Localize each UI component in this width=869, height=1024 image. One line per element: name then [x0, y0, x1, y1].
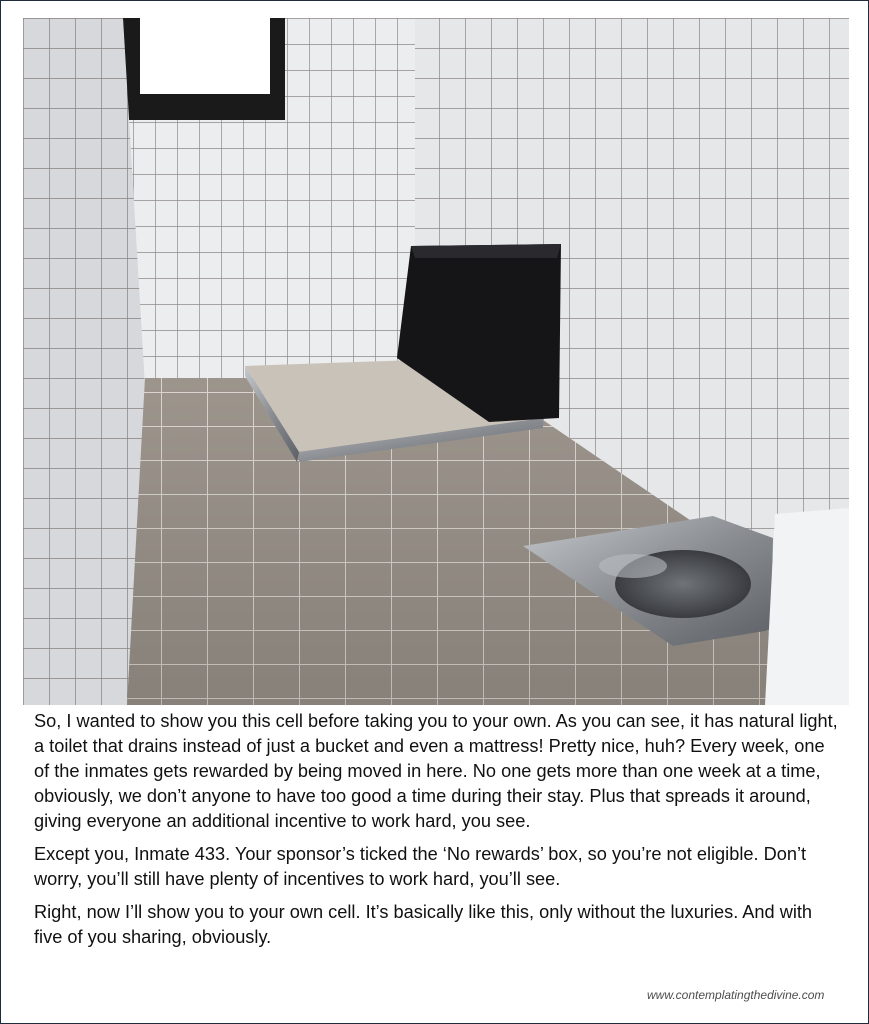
caption-text [34, 709, 842, 950]
caption-paragraph-2: Except you, Inmate 433. Your sponsor’s ticked the ‘No rewards’ box, so you’re not eligible. Don’t worry, you’ll still have plenty of incentives to work hard, you’ll see. [34, 844, 807, 889]
cell-photo [23, 18, 849, 705]
website-watermark: www.contemplatingthedivine.com [647, 988, 825, 1002]
window-icon [123, 18, 285, 120]
caption-paragraph-3: Right, now I’ll show you to your own cell. It’s basically like this, only without the luxuries. And with five of you sharing, obviously. [34, 902, 813, 947]
caption-paragraph-1: So, I wanted to show you this cell before taking you to your own. As you can see, it has natural light, a toilet that drains instead of just a bucket and even a mattress! Pretty nice, huh? Every week, one of the inmates gets rewarded by being moved in here. No one gets more than one week at a time, obviously, we don’t anyone to have too good a time during their stay. Plus that spreads it around, giving everyone an additional incentive to work hard, you see. [34, 711, 838, 831]
